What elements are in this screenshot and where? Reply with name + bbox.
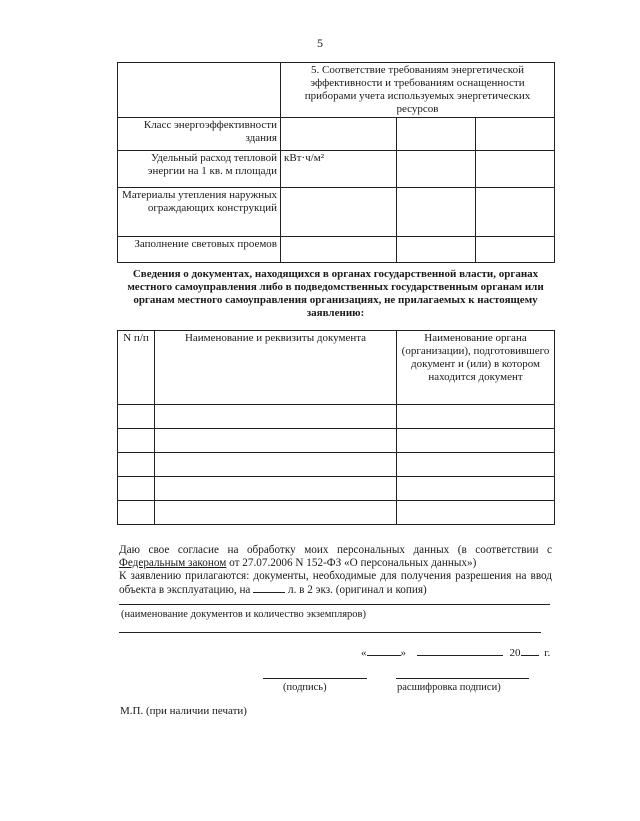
header-authority: Наименование органа (организации), подготовившего документ и (или) в котором находится документ (397, 331, 555, 405)
month-field[interactable] (417, 646, 503, 656)
day-field[interactable] (367, 646, 401, 656)
table-row (118, 429, 555, 453)
signature-line[interactable] (263, 678, 367, 679)
attachments-text: К заявлению прилагаются: документы, необходимые для получения разрешения на ввод объекта в эксплуатацию, на л. в 2 экз. (оригинал и копия) (119, 570, 552, 596)
row-unit (281, 118, 397, 151)
table-row (118, 453, 555, 477)
docs-list-line-2[interactable] (119, 632, 541, 633)
header-number: N п/п (118, 331, 155, 405)
row-label-heat-consumption: Удельный расход тепловой энергии на 1 кв. м площади (118, 151, 281, 188)
row-label-insulation: Материалы утепления наружных ограждающих конструкций (118, 188, 281, 237)
documents-heading: Сведения о документах, находящихся в органах государственной власти, органах местного самоуправления либо в подведомственных государственным органам или органам местного самоуправления организациях, не прилагаемых к настоящему заявлению: (127, 268, 544, 319)
documents-table (117, 330, 555, 525)
stamp-note: М.П. (при наличии печати) (120, 705, 247, 717)
table-row (118, 405, 555, 429)
law-link[interactable]: Федеральным законом (119, 557, 227, 569)
consent-text: Даю свое согласие на обработку моих персональных данных (в соответствии с Федеральным законом от 27.07.2006 N 152-ФЗ «О персональных данных») (119, 544, 552, 569)
docs-caption: (наименование документов и количество экземпляров) (121, 609, 366, 620)
row-label-energy-class: Класс энергоэффективности здания (118, 118, 281, 151)
date-row: « » 20 г. (361, 647, 551, 659)
signature-caption: (подпись) (283, 682, 327, 693)
year-field[interactable] (521, 646, 539, 656)
decode-line[interactable] (396, 678, 529, 679)
empty-cell (118, 63, 281, 118)
section-title: 5. Соответствие требованиям энергетической эффективности и требованиям оснащенности приборами учета используемых энергетических ресурсов (281, 63, 555, 118)
row-unit (281, 188, 397, 237)
row-unit: кВт·ч/м² (281, 151, 397, 188)
sheets-count-field[interactable] (253, 583, 285, 593)
header-document-name: Наименование и реквизиты документа (155, 331, 397, 405)
page-number: 5 (317, 36, 323, 50)
row-unit (281, 237, 397, 263)
table-row (118, 501, 555, 525)
consent-block (119, 544, 552, 597)
docs-list-line[interactable] (119, 604, 550, 605)
table-row (118, 477, 555, 501)
energy-efficiency-table (117, 62, 555, 263)
row-label-windows: Заполнение световых проемов (118, 237, 281, 263)
decode-caption: расшифровка подписи) (397, 682, 501, 693)
